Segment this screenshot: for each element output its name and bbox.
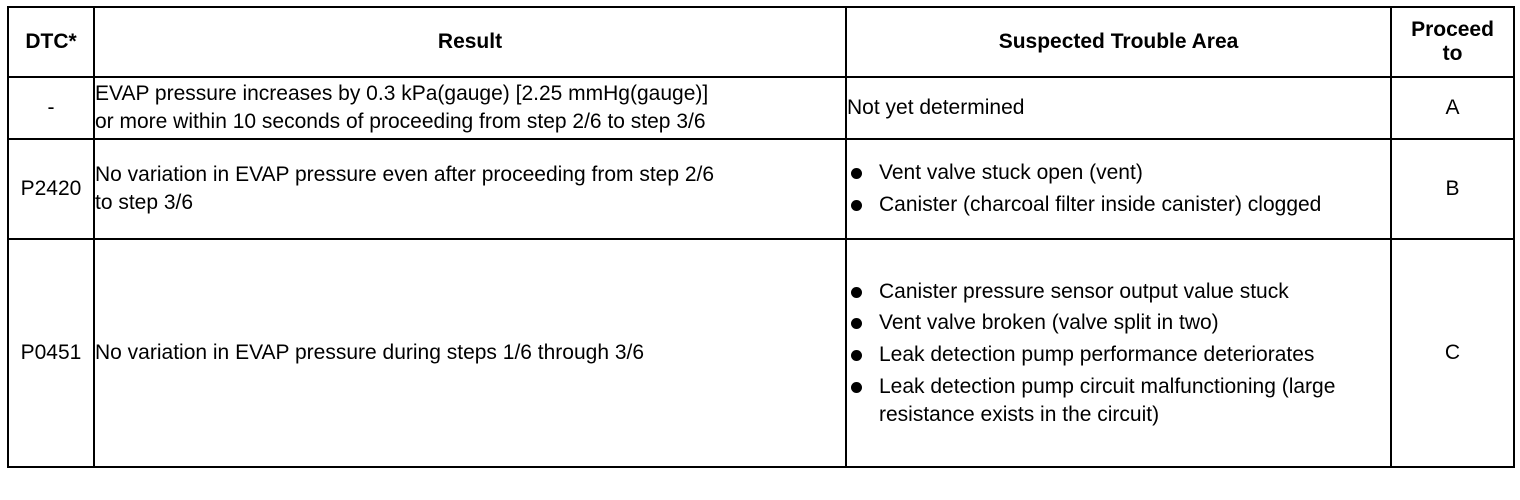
proceed-to-line-1: Proceed — [1411, 18, 1494, 42]
table-body — [8, 77, 1514, 467]
list-item-label: Leak detection pump performance deteriorates — [879, 343, 1315, 367]
document-page — [0, 6, 1520, 500]
list-item — [847, 309, 1390, 337]
list-item-label: Vent valve stuck open (vent) — [879, 161, 1143, 185]
table-row — [8, 139, 1514, 239]
trouble-area-text: Not yet determined — [847, 95, 1025, 119]
result-line: No variation in EVAP pressure even after proceeding from step 2/6 — [95, 162, 715, 186]
column-header-dtc: DTC* — [8, 7, 94, 77]
cell-dtc: P2420 — [8, 139, 94, 239]
bullet-icon — [851, 200, 862, 211]
list-item — [847, 341, 1390, 369]
cell-proceed-to: C — [1391, 239, 1514, 467]
list-item-label: Leak detection pump circuit malfunctioning (large resistance exists in the circuit) — [879, 374, 1336, 426]
cell-trouble-area — [846, 77, 1391, 139]
list-item — [847, 278, 1390, 306]
bullet-icon — [851, 318, 862, 329]
column-header-proceed-to — [1391, 7, 1514, 77]
result-line: to step 3/6 — [95, 191, 194, 214]
cell-dtc: P0451 — [8, 239, 94, 467]
list-item — [847, 191, 1390, 219]
trouble-area-bullet-list — [847, 159, 1390, 218]
cell-result — [94, 139, 846, 239]
proceed-to-line-2: to — [1442, 42, 1463, 65]
table-row — [8, 77, 1514, 139]
cell-proceed-to: B — [1391, 139, 1514, 239]
cell-trouble-area — [846, 139, 1391, 239]
column-header-trouble-area: Suspected Trouble Area — [846, 7, 1391, 77]
cell-result — [94, 77, 846, 139]
column-header-result: Result — [94, 7, 846, 77]
bullet-icon — [851, 168, 862, 179]
list-item-label: Canister (charcoal filter inside canister) clogged — [879, 193, 1322, 216]
list-item-label: Canister pressure sensor output value stuck — [879, 279, 1289, 303]
cell-dtc: - — [8, 77, 94, 139]
dtc-diagnostic-table — [7, 6, 1515, 468]
list-item — [847, 159, 1390, 187]
result-line: or more within 10 seconds of proceeding from step 2/6 to step 3/6 — [95, 110, 706, 133]
bullet-icon — [851, 382, 862, 393]
bullet-icon — [851, 287, 862, 298]
list-item-label: Vent valve broken (valve split in two) — [879, 311, 1219, 335]
table-row — [8, 239, 1514, 467]
bullet-icon — [851, 350, 862, 361]
cell-proceed-to: A — [1391, 77, 1514, 139]
result-line: EVAP pressure increases by 0.3 kPa(gauge) [2.25 mmHg(gauge)] — [95, 81, 709, 105]
cell-trouble-area — [846, 239, 1391, 467]
trouble-area-bullet-list — [847, 278, 1390, 429]
table-header — [8, 7, 1514, 77]
result-line: No variation in EVAP pressure during steps 1/6 through 3/6 — [95, 340, 645, 364]
list-item — [847, 373, 1390, 428]
cell-result — [94, 239, 846, 467]
header-row — [8, 7, 1514, 77]
